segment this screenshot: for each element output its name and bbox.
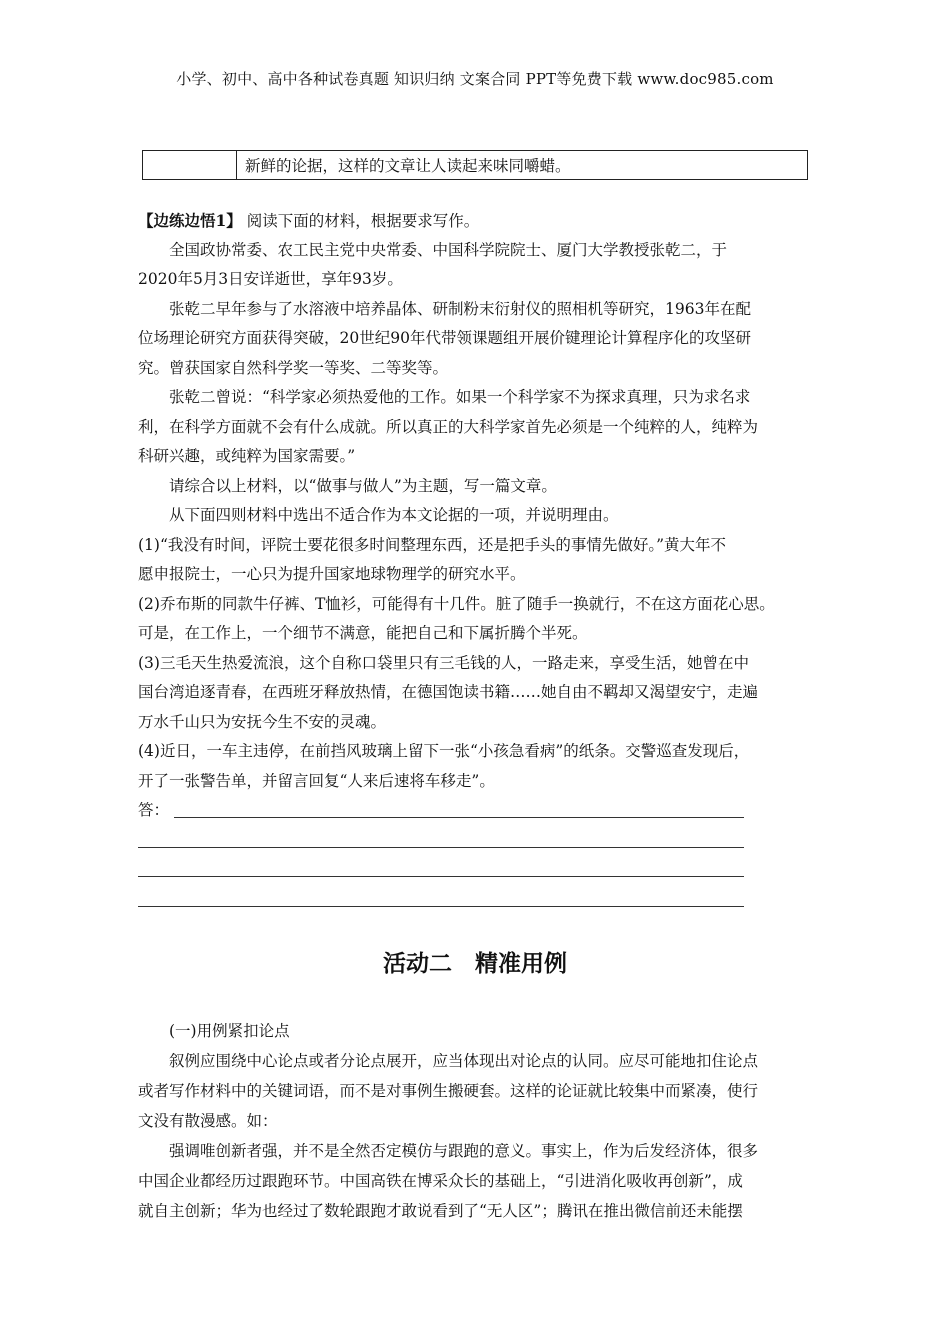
exercise-tag: 【边练边悟1】 xyxy=(138,211,242,230)
material-line: 2020年5月3日安详逝世，享年93岁。 xyxy=(138,270,403,288)
option-line: (4)近日，一车主违停，在前挡风玻璃上留下一张“小孩急看病”的纸条。交警巡查发现后， xyxy=(138,742,750,760)
example-line: 就自主创新；华为也经过了数轮跟跑才敢说看到了“无人区”；腾讯在推出微信前还未能摆 xyxy=(138,1202,743,1220)
answer-rule xyxy=(138,876,744,877)
prompt-line: 请综合以上材料，以“做事与做人”为主题，写一篇文章。 xyxy=(169,476,557,495)
material-line: 全国政协常委、农工民主党中央常委、中国科学院院士、厦门大学教授张乾二，于 xyxy=(169,240,728,259)
option-line: 可是，在工作上，一个细节不满意，能把自己和下属折腾个半死。 xyxy=(138,624,588,642)
material-line: 利，在科学方面就不会有什么成就。所以真正的大科学家首先必须是一个纯粹的人，纯粹为 xyxy=(138,417,759,436)
exercise-heading xyxy=(138,206,814,236)
material-line: 科研兴趣，或纯粹为国家需要。” xyxy=(138,447,356,465)
exercise-block xyxy=(138,206,814,914)
material-line: 张乾二早年参与了水溶液中培养晶体、研制粉末衍射仪的照相机等研究，1963年在配 xyxy=(169,299,751,318)
answer-line[interactable] xyxy=(138,885,814,915)
option-line: 国台湾追逐青春，在西班牙释放热情，在德国饱读书籍……她自由不羁却又渴望安宁，走遍 xyxy=(138,683,759,701)
option-line: 愿申报院士，一心只为提升国家地球物理学的研究水平。 xyxy=(138,565,526,583)
section-subtitle: (一)用例紧扣论点 xyxy=(169,1022,290,1040)
table-cell-text: 新鲜的论据，这样的文章让人读起来味同嚼蜡。 xyxy=(245,157,571,175)
page-header: 小学、初中、高中各种试卷真题 知识归纳 文案合同 PPT等免费下载 www.doc985.com xyxy=(176,70,774,88)
section-body xyxy=(138,1016,814,1226)
paragraph-line: 或者写作材料中的关键词语，而不是对事例生搬硬套。这样的论证就比较集中而紧凑，使行 xyxy=(138,1082,759,1100)
option-line: 万水千山只为安抚今生不安的灵魂。 xyxy=(138,712,387,731)
section-title: 活动二 精准用例 xyxy=(383,951,567,977)
answer-rule xyxy=(138,906,744,907)
paragraph-line: 文没有散漫感。如： xyxy=(138,1112,278,1130)
option-line: (1)“我没有时间，评院士要花很多时间整理东西，还是把手头的事情先做好。”黄大年不 xyxy=(138,535,727,554)
option-line: (3)三毛天生热爱流浪，这个自称口袋里只有三毛钱的人，一路走来，享受生活，她曾在中 xyxy=(138,653,749,672)
material-line: 究。曾获国家自然科学奖一等奖、二等奖等。 xyxy=(138,358,449,377)
question-line: 从下面四则材料中选出不适合作为本文论据的一项，并说明理由。 xyxy=(169,506,619,524)
table-cell-empty xyxy=(143,151,237,179)
answer-rule xyxy=(174,817,744,818)
example-line: 强调唯创新者强，并不是全然否定模仿与跟跑的意义。事实上，作为后发经济体，很多 xyxy=(169,1142,759,1160)
option-line: 开了一张警告单，并留言回复“人来后速将车移走”。 xyxy=(138,771,495,790)
material-line: 位场理论研究方面获得突破，20世纪90年代带领课题组开展价键理论计算程序化的攻坚研 xyxy=(138,329,751,347)
paragraph-line: 叙例应围绕中心论点或者分论点展开，应当体现出对论点的认同。应尽可能地扣住论点 xyxy=(169,1052,759,1070)
example-line: 中国企业都经历过跟跑环节。中国高铁在博采众长的基础上，“引进消化吸收再创新”，成 xyxy=(138,1172,743,1190)
answer-line[interactable] xyxy=(138,796,814,826)
answer-rule xyxy=(138,847,744,848)
option-line: (2)乔布斯的同款牛仔裤、T恤衫，可能得有十几件。脏了随手一换就行，不在这方面花心思。 xyxy=(138,594,775,613)
answer-label: 答： xyxy=(138,801,170,819)
answer-line[interactable] xyxy=(138,855,814,885)
answer-line[interactable] xyxy=(138,826,814,856)
exercise-instruction: 阅读下面的材料，根据要求写作。 xyxy=(246,212,480,230)
continuation-table xyxy=(142,150,808,180)
material-line: 张乾二曾说：“科学家必须热爱他的工作。如果一个科学家不为探求真理，只为求名求 xyxy=(169,388,751,406)
